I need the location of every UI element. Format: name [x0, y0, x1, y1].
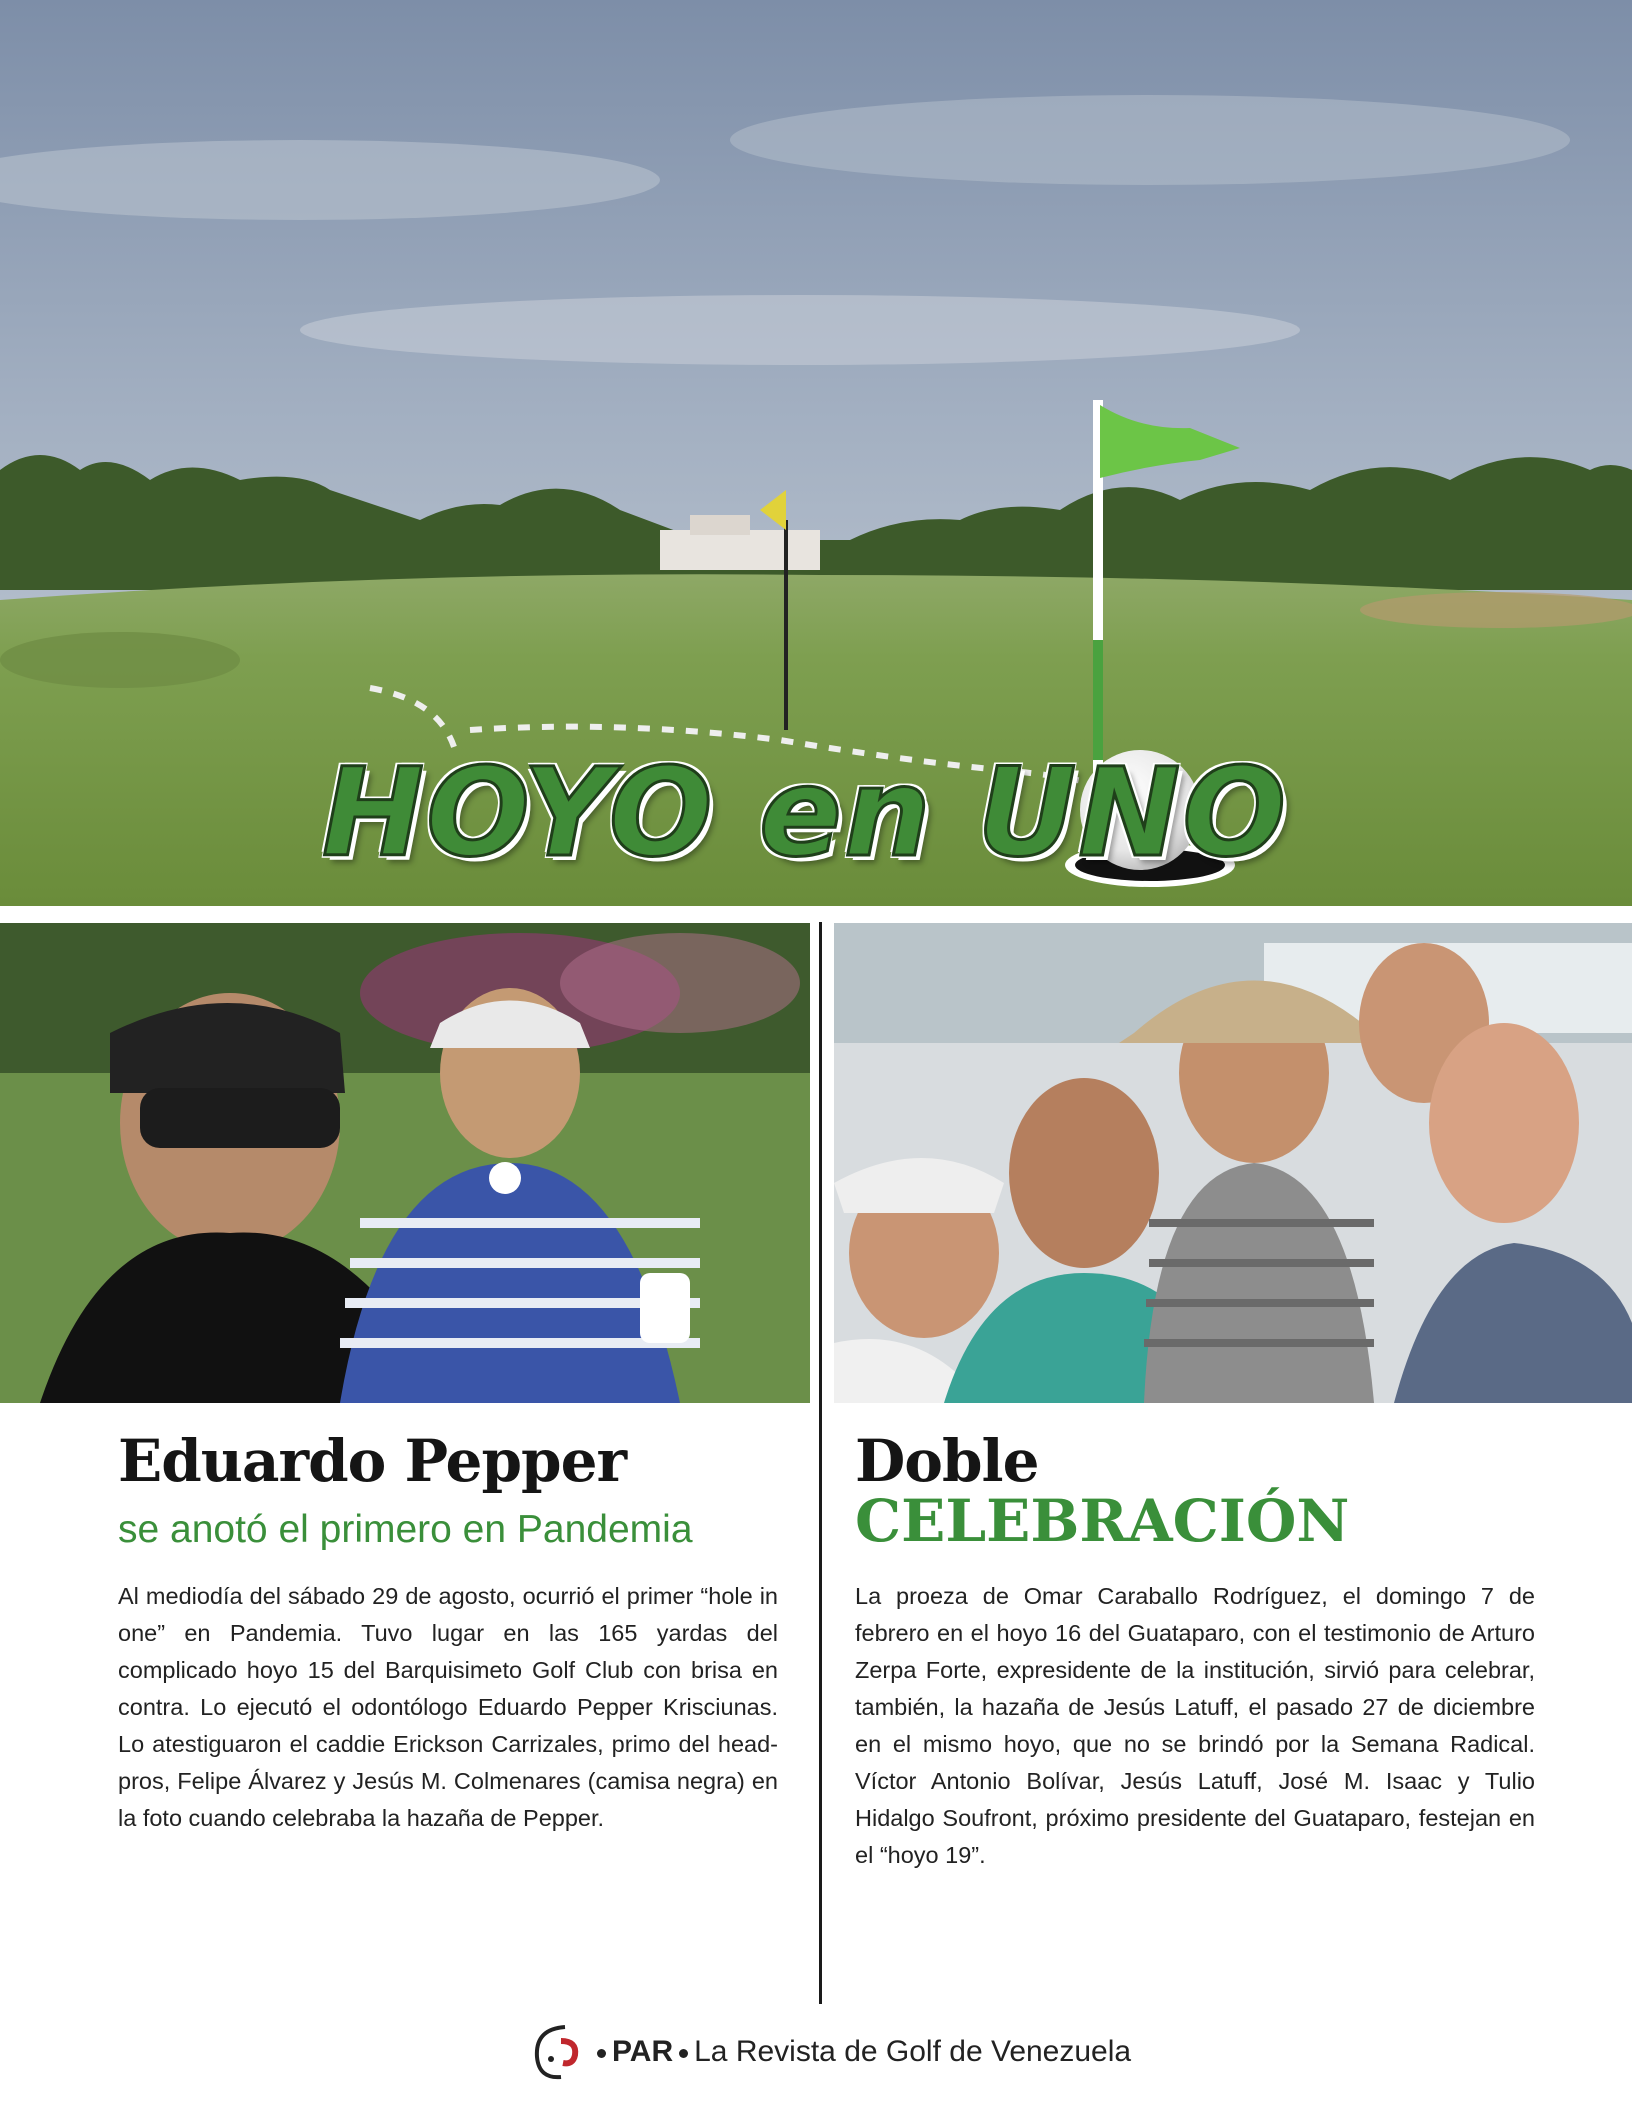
- par-swirl-logo-icon: [525, 2017, 585, 2087]
- footer-bullet: [597, 2049, 606, 2058]
- footer: [525, 2012, 1131, 2092]
- left-article-heading: Eduardo Pepper: [118, 1427, 627, 1495]
- footer-text: [591, 2035, 1131, 2069]
- footer-bullet: [679, 2049, 688, 2058]
- hero-image: [0, 0, 1632, 906]
- footer-brand: PAR: [612, 2035, 674, 2068]
- left-article-subheading: se anotó el primero en Pandemia: [118, 1508, 693, 1551]
- two-golfers-selfie-photo: [0, 923, 810, 1403]
- left-article-body: Al mediodía del sábado 29 de agosto, ocurrió el primer “hole in one” en Pandemia. Tuvo lugar en las 165 yardas del complicado hoyo 15 del Barquisimeto Golf Club con brisa en contra. Lo ejecutó el odontólogo Eduardo Pepper Krisciunas. Lo atestiguaron el caddie Erickson Carrizales, primo del head-pros, Felipe Álvarez y Jesús M. Colmenares (camisa negra) en la foto cuando celebraba la hazaña de Pepper.: [118, 1583, 778, 1831]
- column-divider: [819, 922, 822, 2004]
- right-article-body: La proeza de Omar Caraballo Rodríguez, el domingo 7 de febrero en el hoyo 16 del Guataparo, con el testimonio de Arturo Zerpa Forte, expresidente de la institución, sirvió para celebrar, también, la hazaña de Jesús Latuff, el pasado 27 de diciembre en el mismo hoyo, que no se brindó por la Semana Radical. Víctor Antonio Bolívar, Jesús Latuff, José M. Isaac y Tulio Hidalgo Soufront, próximo presidente del Guataparo, festejan en el “hoyo 19”.: [855, 1583, 1535, 1868]
- hero-title: HOYO en UNO: [322, 742, 1289, 884]
- right-article-heading: Doble: [855, 1427, 1039, 1495]
- right-article-heading-green: CELEBRACIÓN: [855, 1487, 1350, 1555]
- group-celebration-photo: [834, 923, 1632, 1403]
- footer-tagline: La Revista de Golf de Venezuela: [694, 2035, 1132, 2068]
